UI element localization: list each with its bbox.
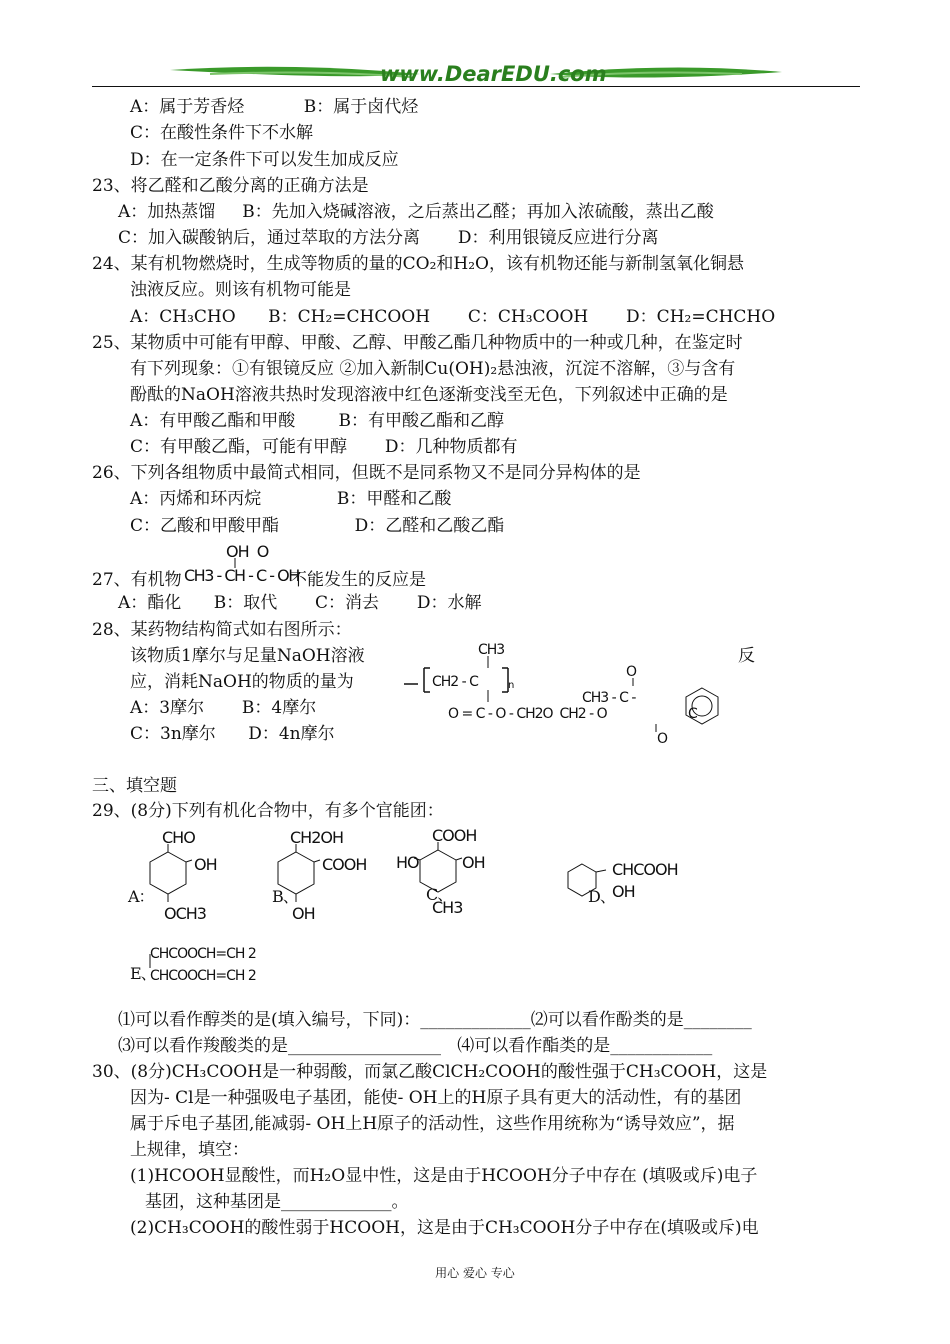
text-line-l1: A：属于芳香烃 B：属于卤代烃 [130,97,419,117]
text-line-l15: 26、下列各组物质中最简式相同，但既不是同系物又不是同分异构体的是 [92,463,641,483]
text-line-l26: C：3n摩尔 D：4n摩尔 [130,724,335,744]
q28-acyl: CH3 - C - [582,690,636,706]
text-line-l12: 酚酞的NaOH溶液共热时发现溶液中红色逐渐变浅至无色，下列叙述中正确的是 [130,385,728,405]
q29-c-ch3: CH3 [432,898,463,917]
text-line-l14: C：有甲酸乙酯，可能有甲醇 D：几种物质都有 [130,437,518,457]
text-line-l7: 24、某有机物燃烧时，生成等物质的量的CO₂和H₂O，该有机物还能与新制氢氧化铜悬 [92,254,744,274]
q29-a-oh: OH [194,855,217,874]
q29-d-label: D、 [588,887,615,906]
q27-formula-top: OH O [226,542,269,561]
q29-a-och3: OCH3 [164,904,206,923]
text-line-l32: 因为- Cl是一种强吸电子基团，能使- OH上的H原子具有更大的活动性，有的基团 [130,1088,742,1108]
text-line-l25: A：3摩尔 B：4摩尔 [130,698,317,718]
q29-e-line2: CHCOOCH=CH 2 [150,968,256,984]
q29-d-chcooh: CHCOOH [612,860,678,879]
text-line-l3: D：在一定条件下可以发生加成反应 [130,150,399,170]
q29-c-ho: HO [396,853,419,872]
text-line-l30: ⑶可以看作羧酸类的是__________________ ⑷可以看作酯类的是____________ [118,1036,713,1056]
text-line-l5: A：加热蒸馏 B：先加入烧碱溶液，之后蒸出乙醛；再加入浓硫酸，蒸出乙酸 [118,202,714,222]
q29-c-cooh: COOH [432,826,477,845]
q29-d-oh: OH [612,882,635,901]
q28-n: n [508,680,514,691]
q27-formula: CH3 - CH - C - OH [184,566,299,585]
text-line-l9: A：CH₃CHO B：CH₂=CHCOOH C：CH₃COOH D：CH₂=CHCHO [130,307,776,327]
q28-acyl-o: O [626,664,637,680]
header-rule [92,86,860,87]
text-line-l36: 基团，这种基团是_____________。 [145,1192,409,1212]
q29-b-oh: OH [292,904,315,923]
text-line-l4: 23、将乙醛和乙酸分离的正确方法是 [92,176,369,196]
text-line-l16: A：丙烯和环丙烷 B：甲醛和乙酸 [130,489,452,509]
q29-e-label: E、 [130,964,156,983]
text-line-l33: 属于斥电子基团,能减弱- OH上H原子的活动性，这些作用统称为“诱导效应”，据 [130,1114,735,1134]
text-line-l27: 三、填空题 [92,776,177,796]
text-line-l10: 25、某物质中可能有甲醇、甲酸、乙醇、甲酸乙酯几种物质中的一种或几种，在鉴定时 [92,333,743,353]
q29-a-label: A： [128,887,154,906]
text-line-l31: 30、(8分)CH₃COOH是一种弱酸，而氯乙酸ClCH₂COOH的酸性强于CH₃COOH，这是 [92,1062,768,1082]
text-line-l19: 不能发生的反应是 [290,570,426,590]
text-line-l22: 该物质1摩尔与足量NaOH溶液 [130,646,365,666]
q28-structure-lines [404,640,734,750]
text-line-l24: 应，消耗NaOH的物质的量为 [130,672,354,692]
text-line-l8: 浊液反应。则该有机物可能是 [130,280,351,300]
q28-ester: O = C - O - CH2O CH2 - O [448,706,607,722]
page-footer: 用心 爱心 专心 [435,1266,515,1280]
q29-e-line1: CHCOOCH=CH 2 [150,946,256,962]
q28-chain: CH2 - C [432,674,478,690]
q28-c-ring: C [688,706,697,722]
q29-a-cho: CHO [162,828,195,847]
q29-b-cooh: COOH [322,855,367,874]
text-line-l20: A：酯化 B：取代 C：消去 D：水解 [118,593,482,613]
q28-ch3-top: CH3 [478,642,505,658]
text-line-l18: 27、有机物 [92,570,182,590]
q29-e-bond [144,954,154,968]
text-line-l34: 上规律，填空： [130,1140,249,1160]
q29-c-label: C、 [426,885,453,904]
text-line-l23: 反 [738,646,755,666]
q29-b-ch2oh: CH2OH [290,828,344,847]
text-line-l6: C：加入碳酸钠后，通过萃取的方法分离 D：利用银镜反应进行分离 [118,228,659,248]
text-line-l2: C：在酸性条件下不水解 [130,123,314,143]
q29-b-label: B、 [272,887,298,906]
text-line-l11: 有下列现象：①有银镜反应 ②加入新制Cu(OH)₂悬浊液，沉淀不溶解，③与含有 [130,359,736,379]
text-line-l17: C：乙酸和甲酸甲酯 D：乙醛和乙酸乙酯 [130,516,505,536]
text-line-l35: (1)HCOOH显酸性，而H₂O显中性，这是由于HCOOH分子中存在 (填吸或斥)电子 [130,1166,758,1186]
text-line-l29: ⑴可以看作醇类的是(填入编号，下同)：_____________⑵可以看作酚类的是________ [118,1010,752,1030]
logo-text: www.DearEDU.com [380,62,607,86]
text-line-l37: (2)CH₃COOH的酸性弱于HCOOH，这是由于CH₃COOH分子中存在(填吸或斥)电 [130,1218,759,1238]
q27-bond-lines [232,558,242,568]
q29-c-oh: OH [462,853,485,872]
q28-o-bottom: O [657,731,668,747]
text-line-l21: 28、某药物结构简式如右图所示： [92,620,352,640]
text-line-l13: A：有甲酸乙酯和甲酸 B：有甲酸乙酯和乙醇 [130,411,504,431]
text-line-l28: 29、(8分)下列有机化合物中，有多个官能团： [92,801,444,821]
